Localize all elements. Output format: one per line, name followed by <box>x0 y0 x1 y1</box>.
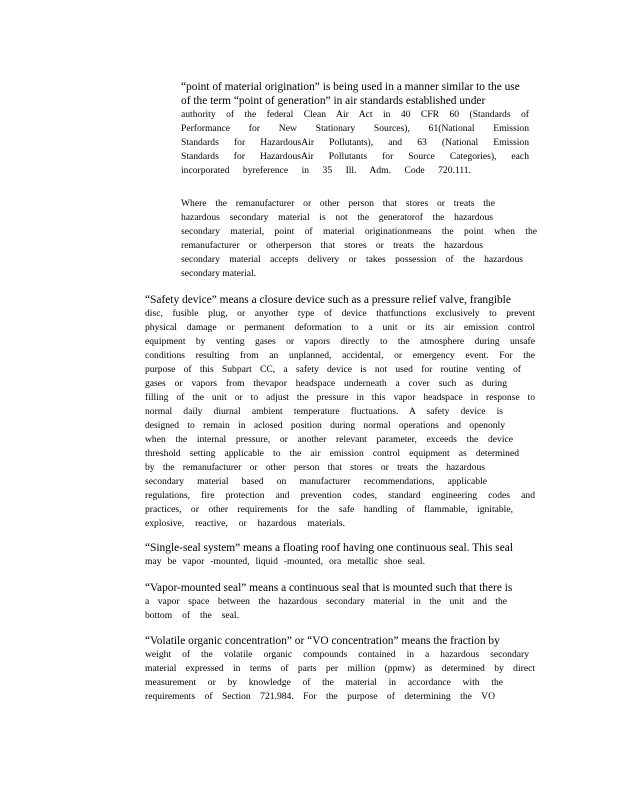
text-line: Standards for HazardousAir Pollutants), and 63 (National Emission <box>181 137 529 148</box>
text-line: practices, or other requirements for the safe handling of flammable, ignitable, <box>145 504 513 515</box>
text-line: conditions resulting from an unplanned, accidental, or emergency event. For the <box>145 350 535 361</box>
text-line: physical damage or permanent deformation to a unit or its air emission control <box>145 322 535 333</box>
text-line: a vapor space between the hazardous secondary material in the unit and the <box>145 596 507 607</box>
text-line: secondary material, point of material originationmeans the point when the <box>181 226 537 237</box>
text-line: equipment by venting gases or vapors directly to the atmosphere during unsafe <box>145 336 535 347</box>
paragraph-vapor-mounted-seal <box>145 581 535 623</box>
text-line: “Single-seal system” means a floating roof having one continuous seal. This seal <box>145 542 513 554</box>
text-line: designed to remain in aclosed position during normal operations and openonly <box>145 420 505 431</box>
paragraph-where-remanufacturer <box>181 197 537 281</box>
text-line: secondary material accepts delivery or takes possession of the hazardous <box>181 254 523 265</box>
text-line: weight of the volatile organic compounds contained in a hazardous secondary <box>145 649 529 660</box>
text-line: secondary material. <box>181 268 257 279</box>
paragraph-vo-concentration <box>145 634 535 704</box>
text-line: Performance for New Stationary Sources), 61(National Emission <box>181 123 529 134</box>
text-line: gases or vapors from thevapor headspace underneath a cover such as during <box>145 378 507 389</box>
text-line: Where the remanufacturer or other person that stores or treats the <box>181 198 495 209</box>
text-line: purpose of this Subpart CC, a safety device is not used for routine venting of <box>145 364 521 375</box>
text-line: disc, fusible plug, or anyother type of device thatfunctions exclusively to prevent <box>145 308 535 319</box>
text-line: secondary material based on manufacturer recommendations, applicable <box>145 476 487 487</box>
text-line: explosive, reactive, or hazardous materials. <box>145 518 345 529</box>
text-line: of the term “point of generation” in air standards established under <box>181 95 486 107</box>
text-line: remanufacturer or otherperson that stores or treats the hazardous <box>181 240 483 251</box>
text-line: Standards for HazardousAir Pollutants for Source Categories), each <box>181 151 529 162</box>
text-line: filling of the unit or to adjust the pressure in this vapor headspace in response to <box>145 392 535 403</box>
paragraph-single-seal-system <box>145 541 535 569</box>
text-line: by the remanufacturer or other person that stores or treats the hazardous <box>145 462 485 473</box>
text-line: threshold setting applicable to the air emission control equipment as determined <box>145 448 519 459</box>
text-line: incorporated byreference in 35 Ill. Adm. Code 720.111. <box>181 165 471 176</box>
text-line: when the internal pressure, or another relevant parameter, exceeds the device <box>145 434 513 445</box>
text-line: hazardous secondary material is not the generatorof the hazardous <box>181 212 493 223</box>
text-line: material expressed in terms of parts per million (ppmw) as determined by direct <box>145 663 535 674</box>
text-line: “Volatile organic concentration” or “VO concentration” means the fraction by <box>145 635 500 647</box>
text-line: normal daily diurnal ambient temperature fluctuations. A safety device is <box>145 406 503 417</box>
text-line: measurement or by knowledge of the material in accordance with the <box>145 677 503 688</box>
text-line: requirements of Section 721.984. For the purpose of determining the VO <box>145 691 495 702</box>
text-line: “point of material origination” is being used in a manner similar to the use <box>181 81 520 93</box>
text-line: may be vapor -mounted, liquid -mounted, ora metallic shoe seal. <box>145 556 425 567</box>
text-line: bottom of the seal. <box>145 610 239 621</box>
text-line: regulations, fire protection and prevention codes, standard engineering codes and <box>145 490 535 501</box>
paragraph-safety-device <box>145 293 535 531</box>
text-line: “Safety device” means a closure device such as a pressure relief valve, frangible <box>145 294 511 306</box>
text-line: “Vapor-mounted seal” means a continuous seal that is mounted such that there is <box>145 582 513 594</box>
text-line: authority of the federal Clean Air Act in 40 CFR 60 (Standards of <box>181 109 529 120</box>
paragraph-point-of-material-origination <box>181 80 529 178</box>
